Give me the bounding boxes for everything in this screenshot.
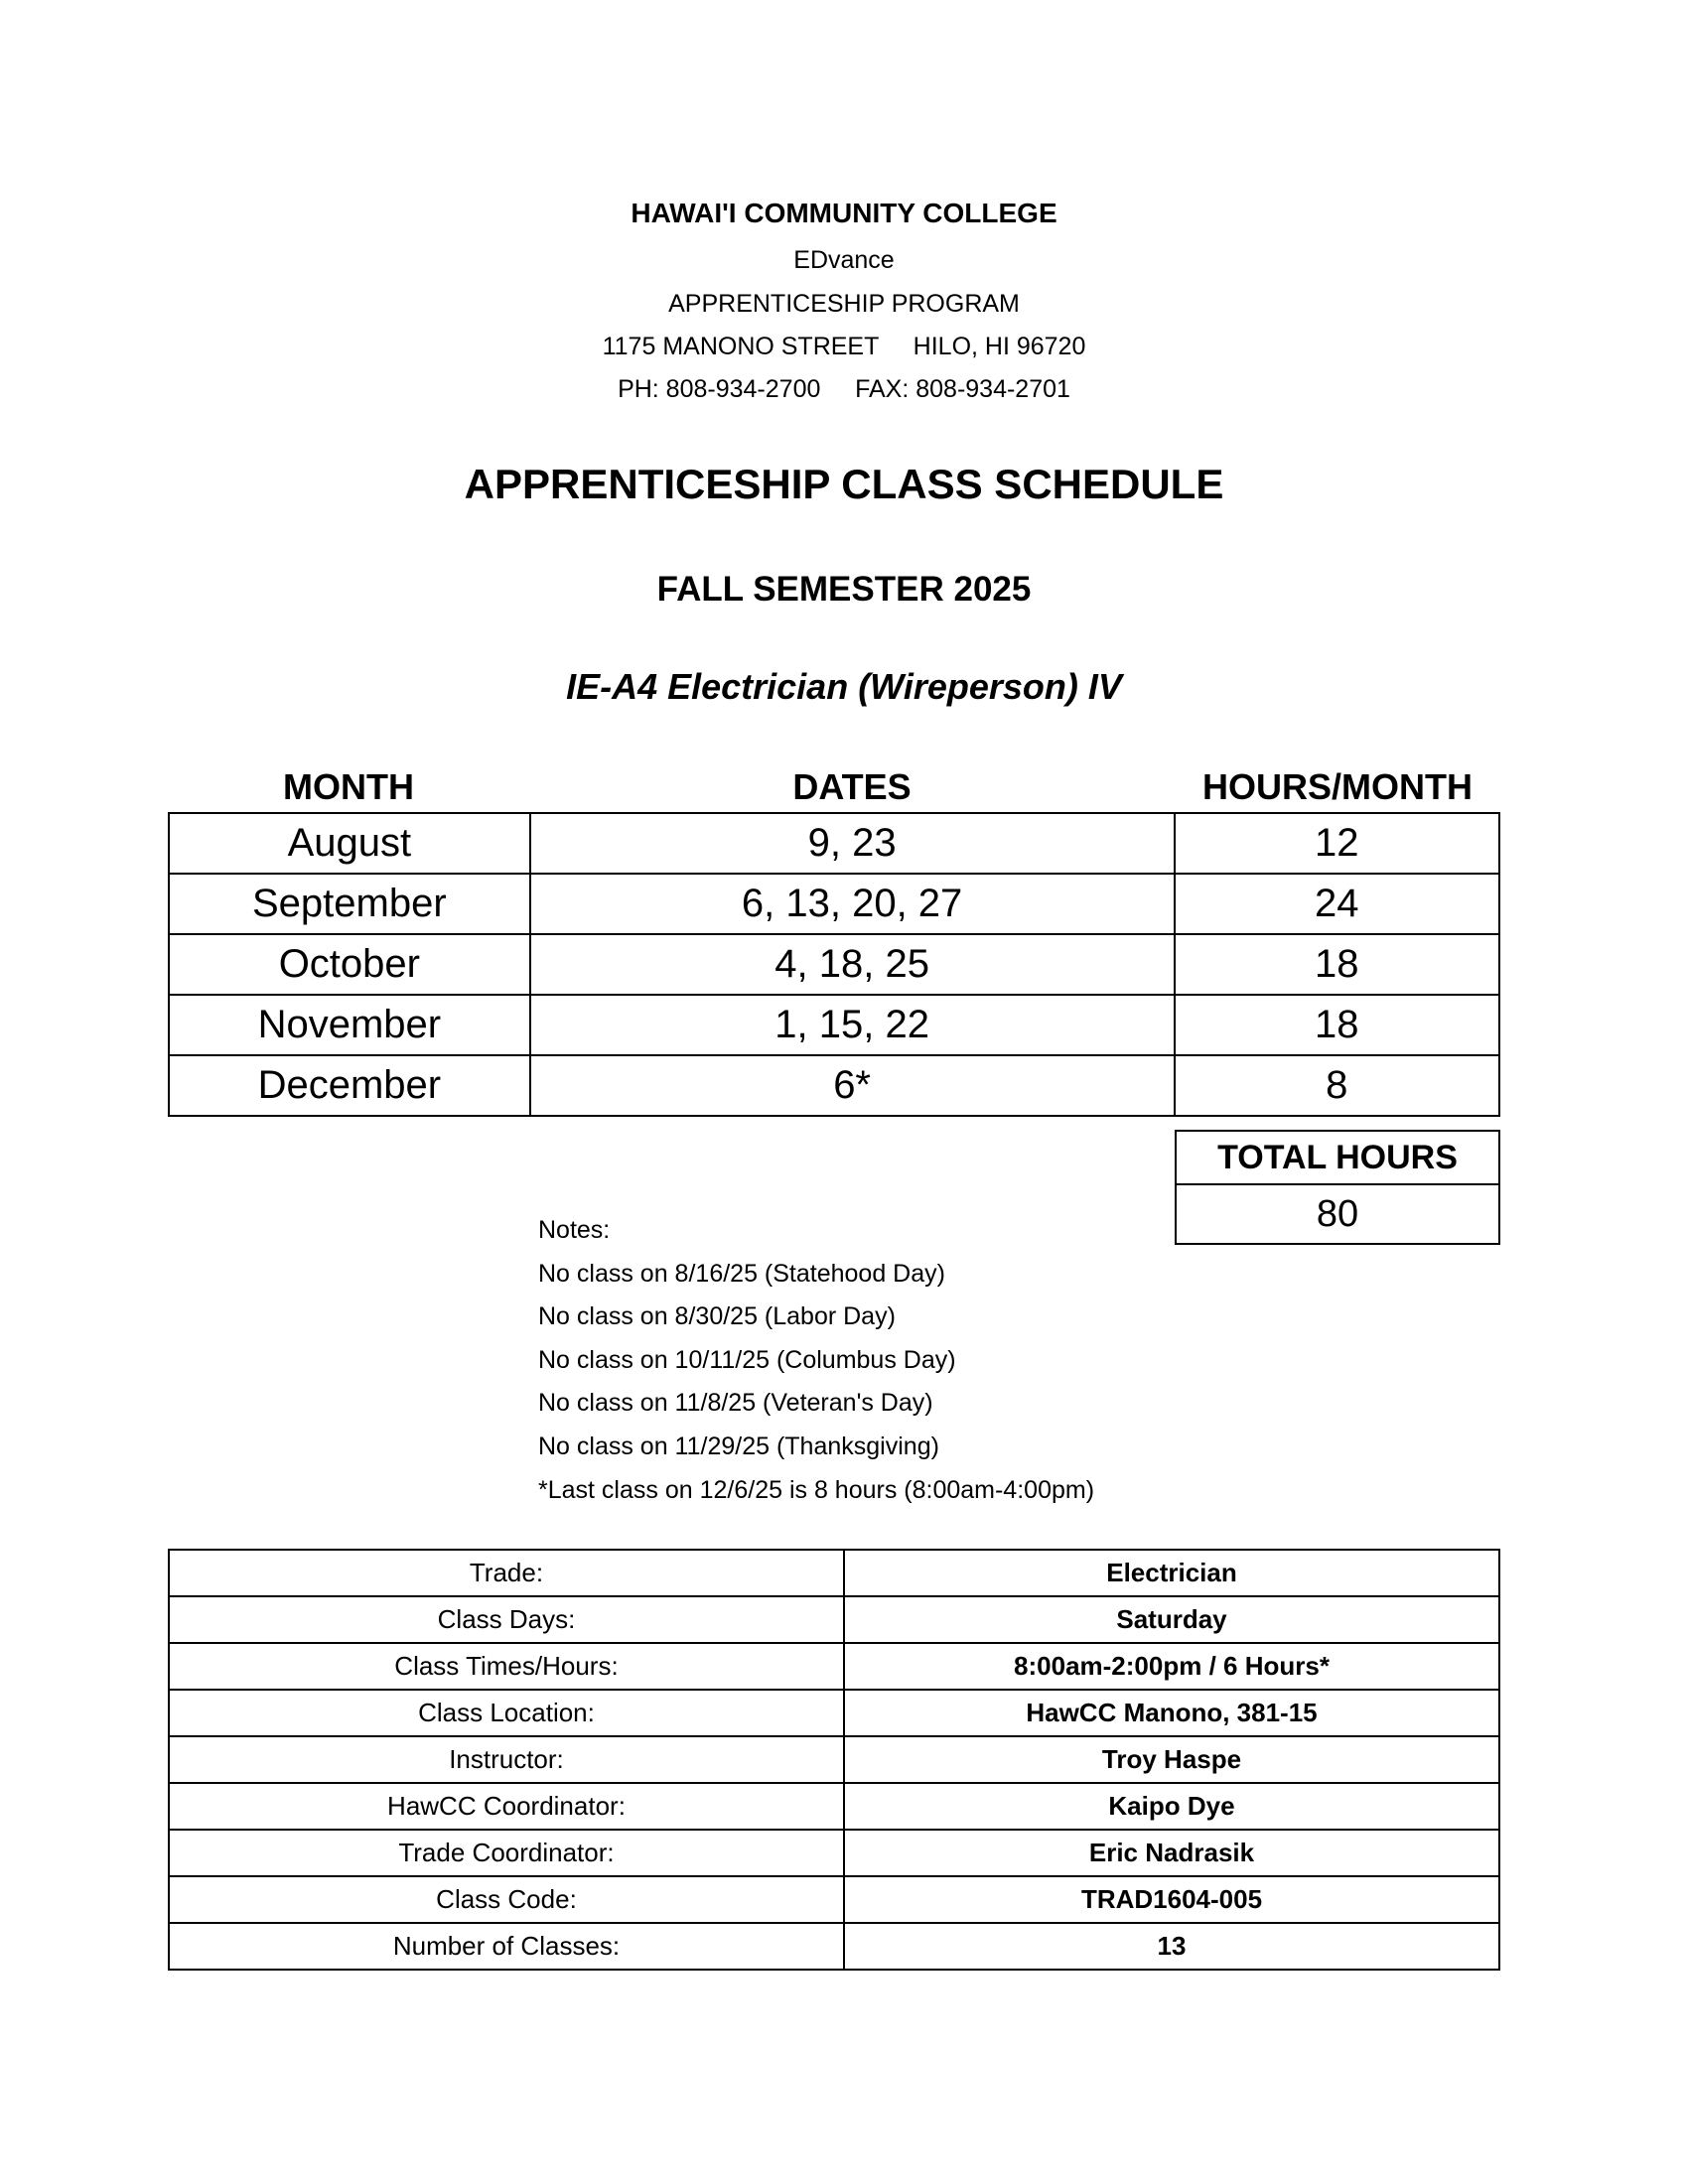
month-cell: September [169, 874, 530, 934]
column-header-month: MONTH [283, 766, 414, 807]
dates-cell: 1, 15, 22 [530, 995, 1175, 1055]
note-item: No class on 8/30/25 (Labor Day) [538, 1302, 896, 1331]
info-label: Instructor: [169, 1736, 844, 1783]
note-item: No class on 10/11/25 (Columbus Day) [538, 1345, 956, 1374]
month-cell: November [169, 995, 530, 1055]
address: 1175 MANONO STREET HILO, HI 96720 [602, 333, 1086, 360]
hours-cell: 18 [1175, 934, 1499, 995]
course-title: IE-A4 Electrician (Wireperson) IV [566, 666, 1122, 707]
schedule-table [168, 812, 1500, 1117]
table-row [169, 1923, 1499, 1970]
hours-cell: 8 [1175, 1055, 1499, 1116]
info-label: Class Days: [169, 1596, 844, 1643]
table-row [169, 1783, 1499, 1830]
column-header-dates: DATES [792, 766, 912, 807]
hours-cell: 24 [1175, 874, 1499, 934]
info-value: HawCC Manono, 381-15 [844, 1690, 1499, 1736]
note-item: No class on 11/29/25 (Thanksgiving) [538, 1432, 939, 1460]
class-info-table [168, 1549, 1500, 1971]
dates-cell: 9, 23 [530, 813, 1175, 874]
table-row [169, 1055, 1499, 1116]
hours-cell: 18 [1175, 995, 1499, 1055]
notes [538, 1209, 1094, 1512]
note-item: *Last class on 12/6/25 is 8 hours (8:00am-4:00pm) [538, 1475, 1095, 1504]
info-value: Eric Nadrasik [844, 1830, 1499, 1876]
info-value: Kaipo Dye [844, 1783, 1499, 1830]
info-label: Number of Classes: [169, 1923, 844, 1970]
month-cell: August [169, 813, 530, 874]
month-cell: December [169, 1055, 530, 1116]
contact-info: PH: 808-934-2700 FAX: 808-934-2701 [618, 375, 1070, 403]
total-hours-label: TOTAL HOURS [1176, 1131, 1499, 1184]
info-value: Saturday [844, 1596, 1499, 1643]
info-label: Class Times/Hours: [169, 1643, 844, 1690]
info-value: 13 [844, 1923, 1499, 1970]
info-label: Trade Coordinator: [169, 1830, 844, 1876]
note-item: No class on 11/8/25 (Veteran's Day) [538, 1389, 933, 1418]
page-title: APPRENTICESHIP CLASS SCHEDULE [464, 461, 1224, 507]
dates-cell: 4, 18, 25 [530, 934, 1175, 995]
info-value: TRAD1604-005 [844, 1876, 1499, 1923]
info-label: Class Location: [169, 1690, 844, 1736]
table-row [169, 1830, 1499, 1876]
info-value: Electrician [844, 1550, 1499, 1596]
table-row [169, 1876, 1499, 1923]
info-label: Class Code: [169, 1876, 844, 1923]
table-row [169, 874, 1499, 934]
table-row [169, 995, 1499, 1055]
info-value: Troy Haspe [844, 1736, 1499, 1783]
table-row [169, 1736, 1499, 1783]
institution-name: HAWAI'I COMMUNITY COLLEGE [631, 198, 1057, 228]
info-label: Trade: [169, 1550, 844, 1596]
division-name: EDvance [793, 246, 895, 274]
program-name: APPRENTICESHIP PROGRAM [668, 290, 1020, 318]
notes-heading: Notes: [538, 1216, 611, 1244]
table-row [169, 1596, 1499, 1643]
hours-cell: 12 [1175, 813, 1499, 874]
info-label: HawCC Coordinator: [169, 1783, 844, 1830]
dates-cell: 6, 13, 20, 27 [530, 874, 1175, 934]
info-value: 8:00am-2:00pm / 6 Hours* [844, 1643, 1499, 1690]
table-row [169, 934, 1499, 995]
total-hours-table [1175, 1130, 1500, 1245]
total-hours-value: 80 [1176, 1184, 1499, 1244]
table-row [169, 1550, 1499, 1596]
table-row [169, 813, 1499, 874]
note-item: No class on 8/16/25 (Statehood Day) [538, 1259, 945, 1288]
column-header-hours: HOURS/MONTH [1202, 766, 1473, 807]
table-row [169, 1643, 1499, 1690]
dates-cell: 6* [530, 1055, 1175, 1116]
month-cell: October [169, 934, 530, 995]
semester: FALL SEMESTER 2025 [656, 570, 1032, 609]
table-row [169, 1690, 1499, 1736]
